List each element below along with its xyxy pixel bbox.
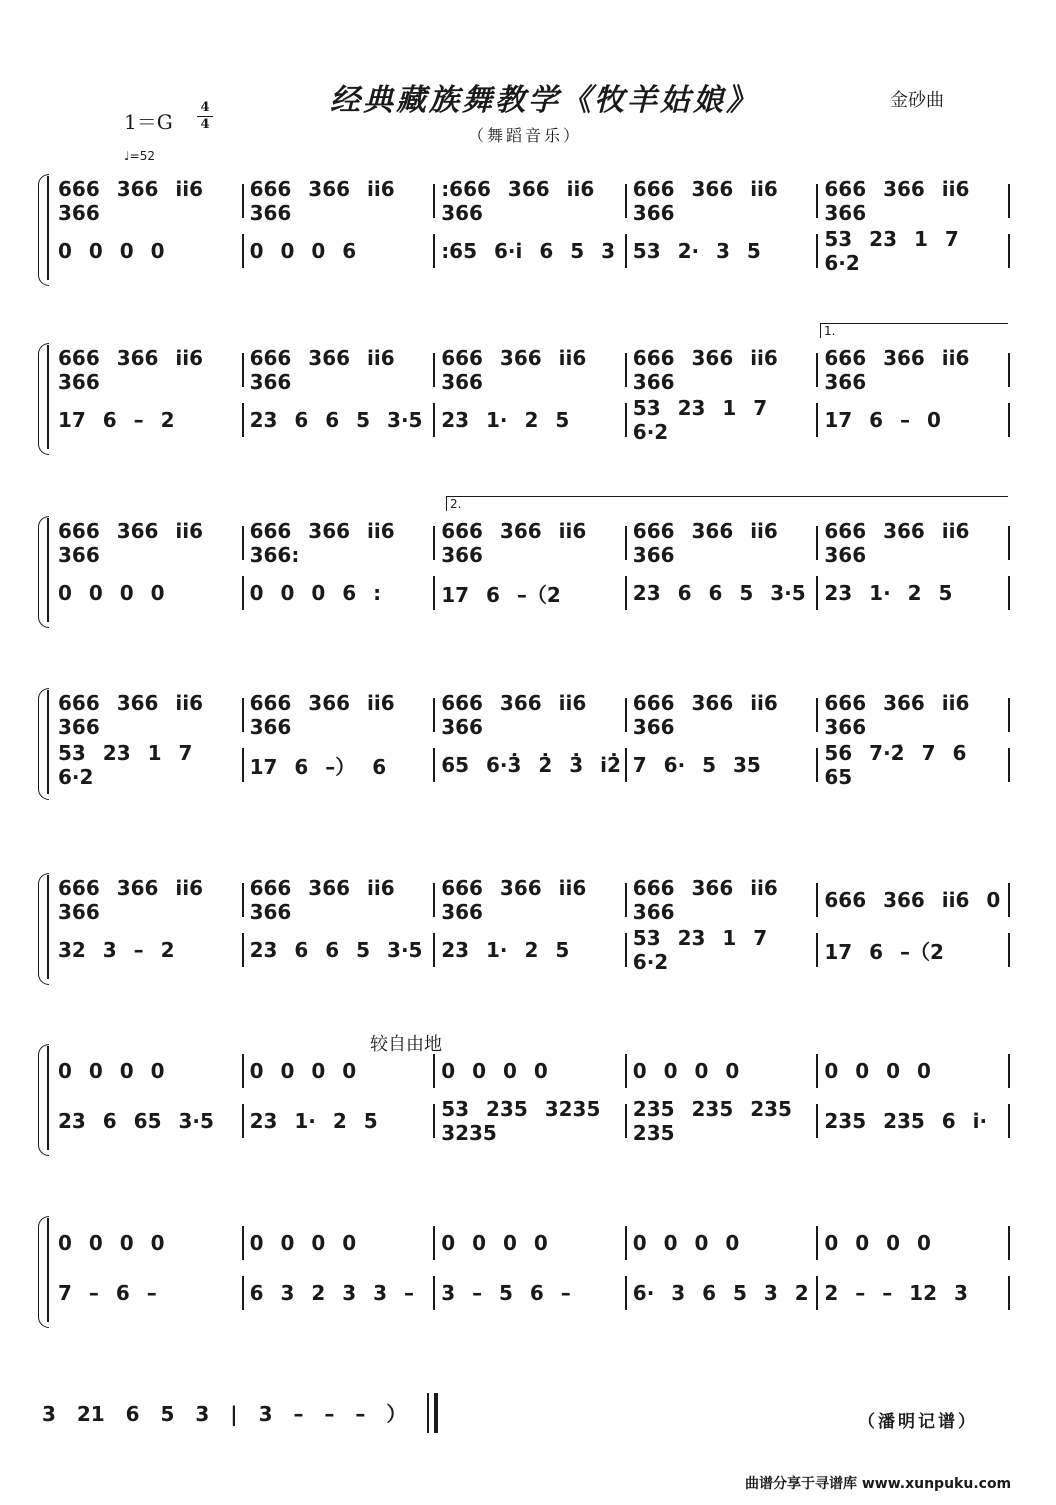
volta-bracket: 2. [446, 496, 1008, 511]
measure: 23 6 65 3·5 [52, 1104, 244, 1138]
measure: 0 0 0 0 [52, 234, 244, 268]
system-6-upper-row [52, 1054, 1010, 1088]
measure: 666 366 i̇i̇6 366 [818, 353, 1010, 387]
system-2-lower-row [52, 396, 1010, 444]
measure: 0 0 0 0 [627, 1226, 819, 1260]
measure: 53 235 3235 3235 [435, 1104, 627, 1138]
measure: 53 23 1 7 6·2 [52, 748, 244, 782]
measure: 7 – 6 – [52, 1276, 244, 1310]
measure: 0 0 0 0 [818, 1226, 1010, 1260]
measure: 7 6· 5 35 [627, 748, 819, 782]
measure: 0 0 0 0 [435, 1054, 627, 1088]
measure: 17 6 –） 6 [244, 748, 436, 782]
measure: 56 7·2̇ 7 6 65 [818, 748, 1010, 782]
system-2-upper-row [52, 346, 1010, 394]
measure: :666 366 i̇i̇6 366 [435, 184, 627, 218]
measure: 23 1· 2 5 [435, 403, 627, 437]
measure: 666 366 i̇i̇6 366 [244, 883, 436, 917]
measure: 666 366 i̇i̇6 366 [244, 184, 436, 218]
measure: 23 6 6 5 3·5 [244, 933, 436, 967]
measure: 666 366 i̇i̇6 366 [818, 184, 1010, 218]
measure: 666 366 i̇i̇6 366 [52, 883, 244, 917]
final-line: 3 21 6 5 3 | 3 – – – ） [42, 1402, 407, 1426]
composer-credit: 金砂曲 [890, 90, 944, 111]
system-start-line [47, 176, 49, 280]
system-5-upper-row [52, 876, 1010, 924]
system-7-lower-row [52, 1276, 1010, 1310]
system-1-upper-row [52, 177, 1010, 225]
measure: 53 2· 3 5 [627, 234, 819, 268]
measure: 666 366 i̇i̇6 366 [627, 698, 819, 732]
measure: 0 0 0 0 [52, 1054, 244, 1088]
measure: 666 366 i̇i̇6 366 [818, 698, 1010, 732]
system-3-lower-row [52, 576, 1010, 610]
measure: 666 366 i̇i̇6 366 [52, 353, 244, 387]
measure: 666 366 i̇i̇6 366 [627, 353, 819, 387]
measure: 666 366 i̇i̇6 366 [627, 526, 819, 560]
measure: 0 0 0 6 [244, 234, 436, 268]
measure: 666 366 i̇i̇6 366 [627, 883, 819, 917]
time-signature-top: 4 [200, 100, 210, 115]
time-signature [197, 101, 213, 132]
measure: 666 366 i̇i̇6 366 [435, 353, 627, 387]
measure: 0 0 0 0 [244, 1054, 436, 1088]
tempo-annotation: 较自由地 [370, 1034, 442, 1055]
measure: 53 23 1 7 6·2 [627, 403, 819, 437]
measure: 17 6 – 0 [818, 403, 1010, 437]
system-4-upper-row [52, 691, 1010, 739]
final-barline-thick [434, 1393, 438, 1433]
measure: 235 235 235 235 [627, 1104, 819, 1138]
key-signature: 1＝G [124, 110, 173, 134]
page-title: 经典藏族舞教学《牧羊姑娘》 [330, 83, 759, 118]
measure: 3 – 5 6 – [435, 1276, 627, 1310]
measure: 666 366 i̇i̇6 366 [244, 353, 436, 387]
measure: 0 0 0 0 [818, 1054, 1010, 1088]
volta-bracket: 1. [820, 323, 1008, 338]
system-6-lower-row [52, 1097, 1010, 1145]
measure: 32 3 – 2 [52, 933, 244, 967]
measure: 666 366 i̇i̇6 366 [818, 526, 1010, 560]
measure: 666 366 i̇i̇6 366 [627, 184, 819, 218]
source-footer: 曲谱分享于寻谱库 www.xunpuku.com [745, 1476, 1012, 1492]
system-7-upper-row [52, 1226, 1010, 1260]
measure: 666 366 i̇i̇6 0 [818, 883, 1010, 917]
measure: 666 366 i̇i̇6 366 [52, 698, 244, 732]
system-5-lower-row [52, 926, 1010, 974]
measure: 6· 3 6 5 3 2 [627, 1276, 819, 1310]
time-signature-bottom: 4 [200, 117, 210, 132]
measure: 0 0 0 0 [435, 1226, 627, 1260]
measure: 23 1· 2 5 [818, 576, 1010, 610]
measure: 235 235 6 i̇· [818, 1104, 1010, 1138]
final-barline-thin [427, 1393, 429, 1433]
measure: 23 6 6 5 3·5 [627, 576, 819, 610]
measure: 0 0 0 6 : [244, 576, 436, 610]
system-start-line [47, 1218, 49, 1322]
measure: 53 23 1 7 6·2 [818, 234, 1010, 268]
system-start-line [47, 345, 49, 449]
system-start-line [47, 875, 49, 979]
measure: 0 0 0 0 [244, 1226, 436, 1260]
measure: :65 6·i̇ 6 5 3 [435, 234, 627, 268]
measure: 17 6 –（2 [818, 933, 1010, 967]
measure: 2 – – 12 3 [818, 1276, 1010, 1310]
measure: 666 366 i̇i̇6 366 [435, 883, 627, 917]
measure: 23 6 6 5 3·5 [244, 403, 436, 437]
measure: 6 3 2 3 3 – [244, 1276, 436, 1310]
measure: 53 23 1 7 6·2 [627, 933, 819, 967]
transcriber-credit: （潘明记谱） [858, 1412, 978, 1432]
measure: 666 366 i̇i̇6 366: [244, 526, 436, 560]
page-subtitle: （舞蹈音乐） [468, 126, 583, 145]
measure: 666 366 i̇i̇6 366 [435, 526, 627, 560]
system-4-lower-row [52, 741, 1010, 789]
system-start-line [47, 518, 49, 622]
measure: 666 366 i̇i̇6 366 [435, 698, 627, 732]
measure: 0 0 0 0 [627, 1054, 819, 1088]
measure: 666 366 i̇i̇6 366 [244, 698, 436, 732]
system-start-line [47, 1046, 49, 1150]
measure: 17 6 – 2 [52, 403, 244, 437]
measure: 23 1· 2 5 [435, 933, 627, 967]
system-3-upper-row [52, 519, 1010, 567]
tempo-marking: ♩=52 [124, 149, 155, 163]
measure: 65 6·3̇ 2̇ 3̇ i̇2̇ [435, 748, 627, 782]
system-1-lower-row [52, 227, 1010, 275]
measure: 0 0 0 0 [52, 1226, 244, 1260]
system-start-line [47, 690, 49, 794]
measure: 17 6 –（2 [435, 576, 627, 610]
measure: 23 1· 2 5 [244, 1104, 436, 1138]
measure: 666 366 i̇i̇6 366 [52, 184, 244, 218]
measure: 666 366 i̇i̇6 366 [52, 526, 244, 560]
measure: 0 0 0 0 [52, 576, 244, 610]
